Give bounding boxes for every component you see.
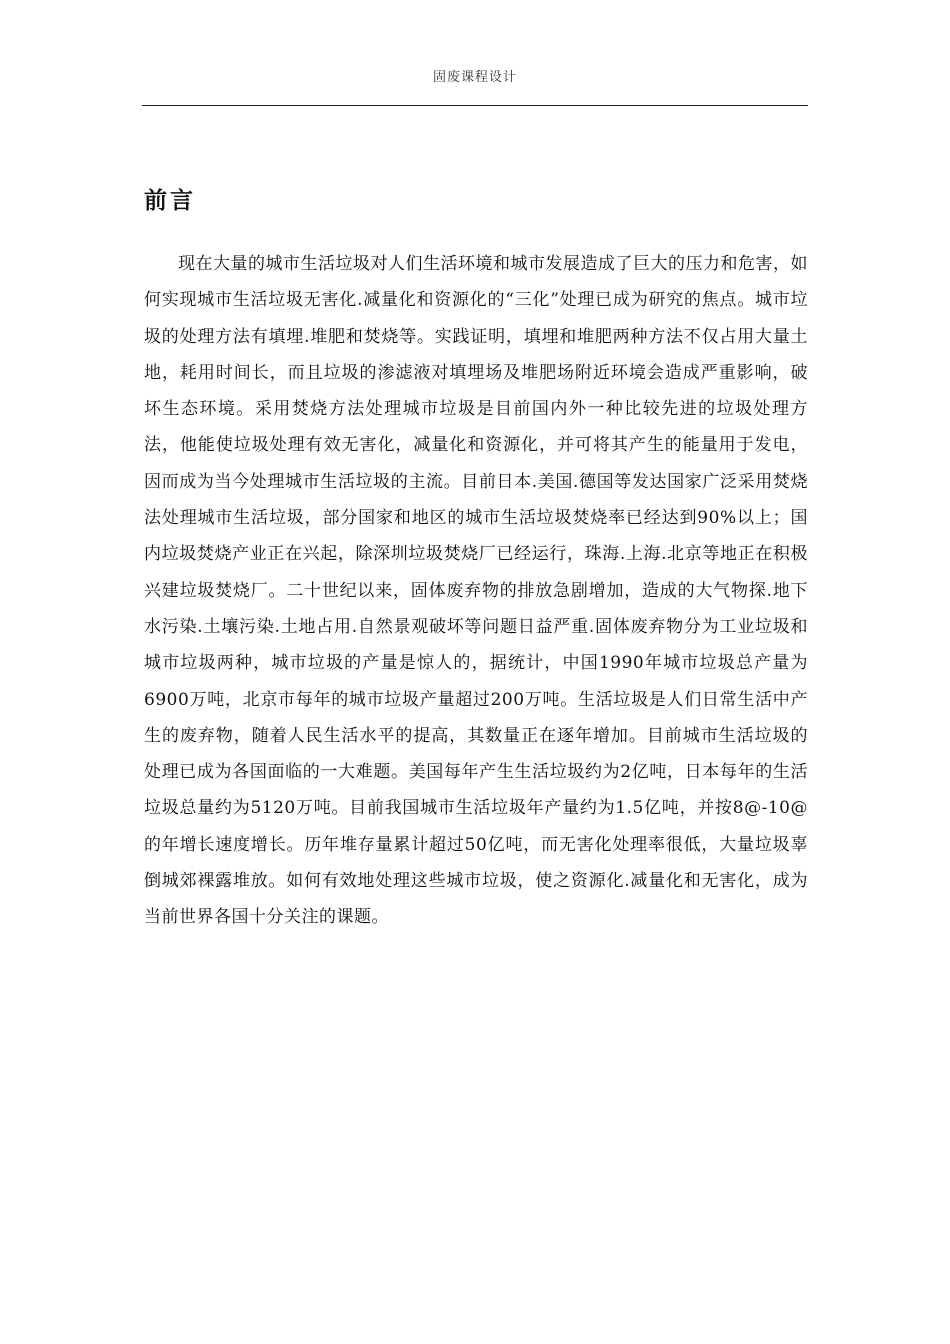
body-paragraph: 现在大量的城市生活垃圾对人们生活环境和城市发展造成了巨大的压力和危害，如何实现城市生活垃圾无害化.减量化和资源化的“三化”处理已成为研究的焦点。城市垃圾的处理方法有填埋.堆肥和焚烧等。实践证明，填埋和堆肥两种方法不仅占用大量土地，耗用时间长，而且垃圾的渗滤液对填埋场及堆肥场附近环境会造成严重影响，破坏生态环境。采用焚烧方法处理城市垃圾是目前国内外一种比较先进的垃圾处理方法，他能使垃圾处理有效无害化，减量化和资源化，并可将其产生的能量用于发电，因而成为当今处理城市生活垃圾的主流。目前日本.美国.德国等发达国家广泛采用焚烧法处理城市生活垃圾，部分国家和地区的城市生活垃圾焚烧率已经达到90%以上；国内垃圾焚烧产业正在兴起，除深圳垃圾焚烧厂已经运行，珠海.上海.北京等地正在积极兴建垃圾焚烧厂。二十世纪以来，固体废弃物的排放急剧增加，造成的大气物探.地下水污染.土壤污染.土地占用.自然景观破坏等问题日益严重.固体废弃物分为工业垃圾和城市垃圾两种，城市垃圾的产量是惊人的，据统计，中国1990年城市垃圾总产量为6900万吨，北京市每年的城市垃圾产量超过200万吨。生活垃圾是人们日常生活中产生的废弃物，随着人民生活水平的提高，其数量正在逐年增加。目前城市生活垃圾的处理已成为各国面临的一大难题。美国每年产生生活垃圾约为2亿吨，日本每年的生活垃圾总量约为5120万吨。目前我国城市生活垃圾年产量约为1.5亿吨，并按8@-10@的年增长速度增长。历年堆存量累计超过50亿吨，而无害化处理率很低，大量垃圾辜倒城郊裸露堆放。如何有效地处理这些城市垃圾，使之资源化.减量化和无害化，成为当前世界各国十分关注的课题。: [144, 254, 808, 928]
section-title: 前言: [144, 188, 196, 214]
running-header: 固废课程设计: [432, 70, 517, 85]
header-divider: [142, 105, 808, 106]
